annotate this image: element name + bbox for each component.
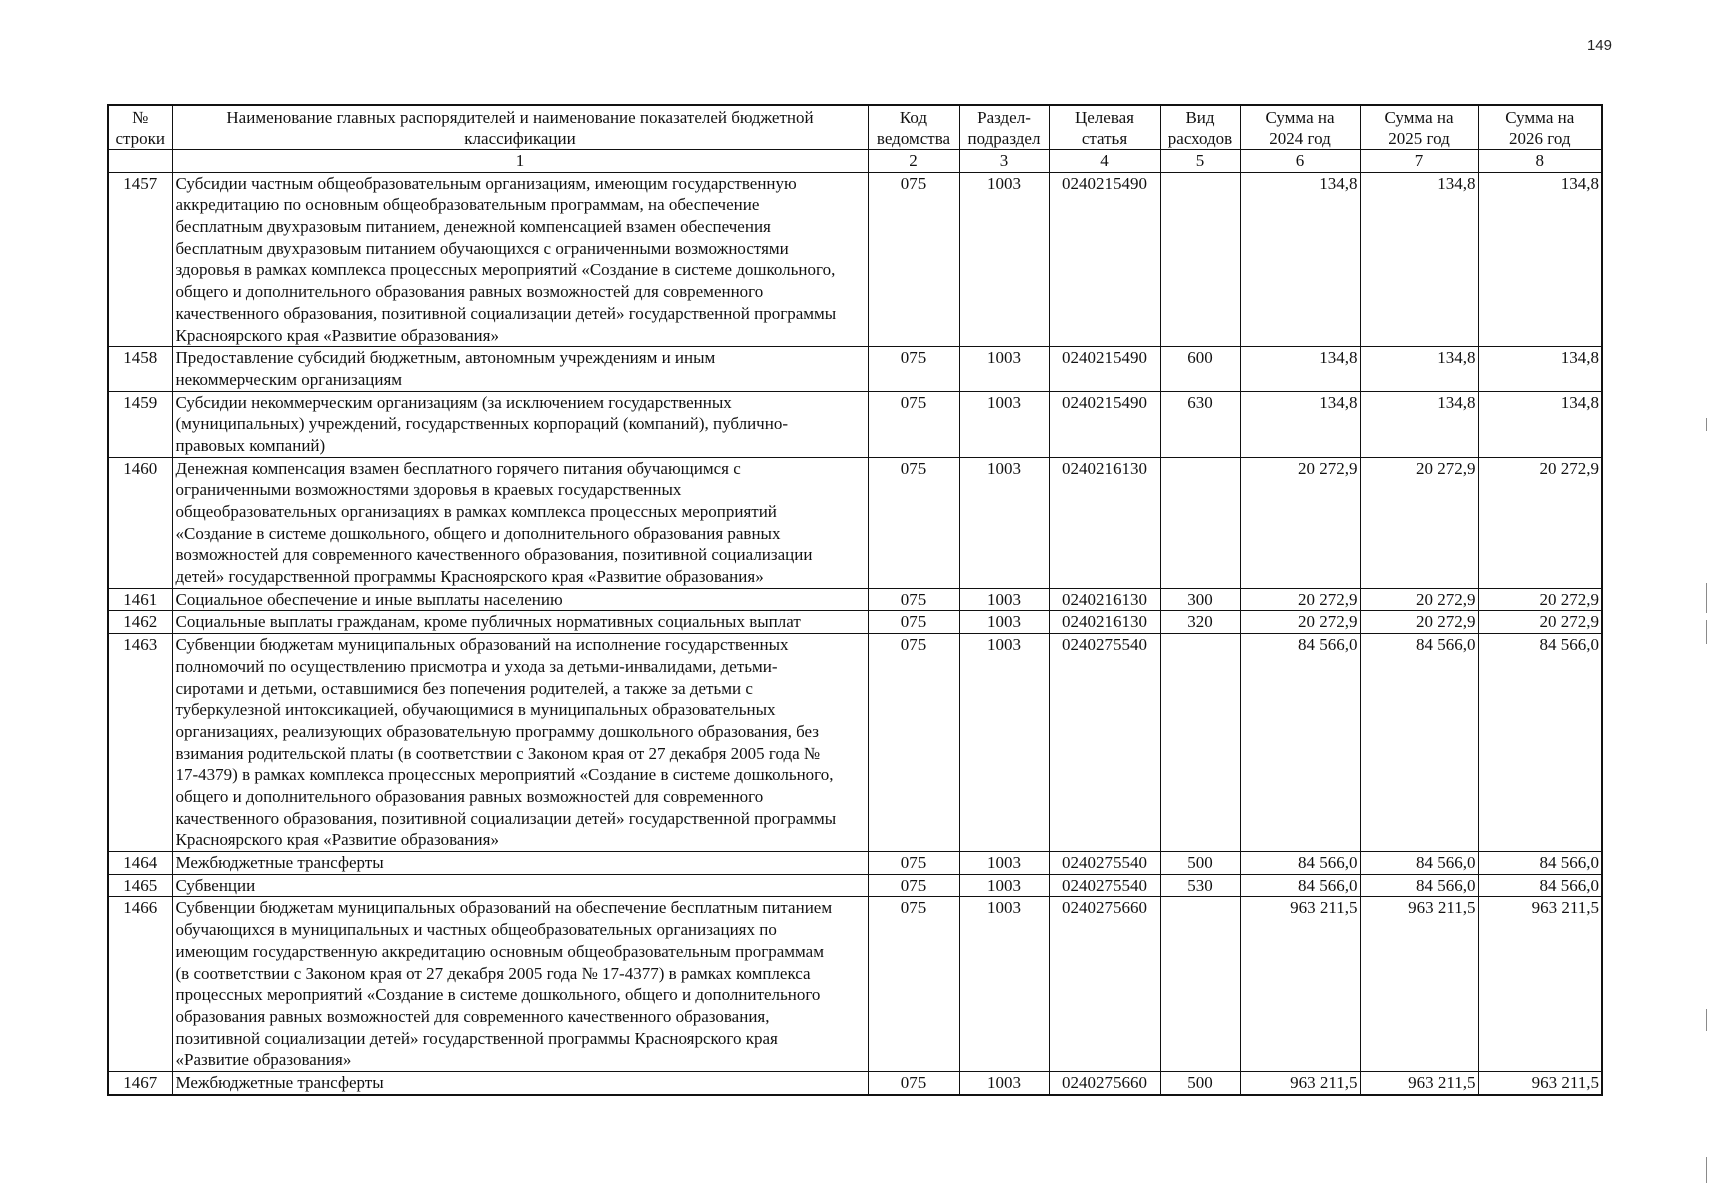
department-code-cell: 075	[868, 897, 959, 1072]
row-name-line: процессных мероприятий «Создание в системе дошкольного, общего и дополнительного	[175, 985, 821, 1005]
row-name-line: ограниченными возможностями здоровья в краевых государственных	[175, 480, 682, 500]
row-name-line: туберкулезной интоксикацией, обучающимися в муниципальных образовательных	[175, 700, 776, 720]
header-department-code-line: Код	[899, 108, 928, 127]
target-article-cell: 0240215490	[1049, 391, 1160, 457]
row-number-cell: 1462	[108, 611, 172, 634]
sum-2025-cell: 84 566,0	[1360, 852, 1478, 875]
sum-2024-cell: 84 566,0	[1240, 634, 1360, 852]
sum-2025-cell: 963 211,5	[1360, 897, 1478, 1072]
column-number-target-article: 4	[1049, 150, 1160, 173]
header-row-number-line: строки	[115, 129, 166, 148]
sum-2026-cell: 20 272,9	[1478, 457, 1602, 588]
column-number-sum-2024: 6	[1240, 150, 1360, 173]
table-row	[108, 611, 1602, 634]
header-sum-2024-line: 2024 год	[1269, 129, 1331, 148]
target-article-cell: 0240275540	[1049, 634, 1160, 852]
header-section-subsection	[959, 105, 1049, 150]
header-department-code-line: ведомства	[876, 129, 951, 148]
table-row	[108, 457, 1602, 588]
row-name-line: качественного образования, позитивной социализации детей» государственной программы	[175, 808, 837, 828]
row-number-cell: 1463	[108, 634, 172, 852]
sum-2024-cell: 20 272,9	[1240, 588, 1360, 611]
header-section-subsection-line: Раздел-	[977, 108, 1031, 127]
sum-2025-cell: 134,8	[1360, 347, 1478, 391]
section-subsection-cell: 1003	[959, 874, 1049, 897]
scan-mark	[1706, 583, 1707, 613]
row-name-cell	[172, 897, 868, 1072]
header-name-line: Наименование главных распорядителей и наименование показателей бюджетной	[226, 108, 814, 127]
sum-2024-cell: 20 272,9	[1240, 457, 1360, 588]
row-name-line: (муниципальных) учреждений, государственных корпораций (компаний), публично-	[175, 414, 788, 434]
sum-2025-cell: 84 566,0	[1360, 874, 1478, 897]
row-name-cell	[172, 1071, 868, 1094]
row-name-cell	[172, 874, 868, 897]
department-code-cell: 075	[868, 1071, 959, 1094]
sum-2026-cell: 134,8	[1478, 347, 1602, 391]
target-article-cell: 0240275660	[1049, 1071, 1160, 1094]
row-name-line: Субвенции	[175, 875, 256, 895]
page-number: 149	[1586, 37, 1612, 54]
table-row	[108, 347, 1602, 391]
header-row-number	[108, 105, 172, 150]
scan-mark	[1706, 620, 1707, 644]
sum-2024-cell: 134,8	[1240, 347, 1360, 391]
target-article-cell: 0240215490	[1049, 172, 1160, 347]
row-name-line: бесплатным двухразовым питанием обучающихся с ограниченными возможностями	[175, 238, 789, 258]
header-sum-2026	[1478, 105, 1602, 150]
expense-type-cell	[1160, 172, 1240, 347]
row-name-line: качественного образования, позитивной социализации детей» государственной программы	[175, 303, 837, 323]
expense-type-cell: 320	[1160, 611, 1240, 634]
row-name-line: Социальное обеспечение и иные выплаты населению	[175, 589, 563, 609]
table-row	[108, 1071, 1602, 1094]
row-number-cell: 1459	[108, 391, 172, 457]
sum-2026-cell: 134,8	[1478, 172, 1602, 347]
header-name	[172, 105, 868, 150]
sum-2024-cell: 84 566,0	[1240, 874, 1360, 897]
column-number-row-number	[108, 150, 172, 173]
row-number-cell: 1458	[108, 347, 172, 391]
header-sum-2026-line: Сумма на	[1505, 108, 1575, 127]
row-name-line: общего и дополнительного образования равных возможностей для современного	[175, 786, 764, 806]
row-name-line: Красноярского края «Развитие образования»	[175, 325, 499, 345]
header-sum-2026-line: 2026 год	[1509, 129, 1571, 148]
sum-2025-cell: 134,8	[1360, 391, 1478, 457]
row-name-line: Межбюджетные трансферты	[175, 1072, 384, 1092]
target-article-cell: 0240216130	[1049, 457, 1160, 588]
header-expense-type-line: Вид	[1185, 108, 1215, 127]
row-number-cell: 1465	[108, 874, 172, 897]
sum-2026-cell: 20 272,9	[1478, 588, 1602, 611]
row-name-line: обучающихся в муниципальных и частных общеобразовательных организациях по	[175, 920, 777, 940]
section-subsection-cell: 1003	[959, 611, 1049, 634]
row-name-line: Субсидии некоммерческим организациям (за исключением государственных	[175, 392, 732, 412]
expense-type-cell: 300	[1160, 588, 1240, 611]
column-number-expense-type: 5	[1160, 150, 1240, 173]
sum-2026-cell: 84 566,0	[1478, 852, 1602, 875]
table-body	[108, 172, 1602, 1094]
row-name-line: общеобразовательных организациях в рамках комплекса процессных мероприятий	[175, 502, 777, 522]
header-row	[108, 105, 1602, 150]
scan-mark	[1706, 1157, 1707, 1183]
header-expense-type-line: расходов	[1167, 129, 1233, 148]
department-code-cell: 075	[868, 874, 959, 897]
row-number-cell: 1467	[108, 1071, 172, 1094]
header-row-number-line: №	[132, 108, 149, 127]
header-name-line: классификации	[464, 129, 576, 148]
row-name-line: полномочий по осуществлению присмотра и ухода за детьми-инвалидами, детьми-	[175, 656, 778, 676]
sum-2025-cell: 963 211,5	[1360, 1071, 1478, 1094]
row-name-cell	[172, 634, 868, 852]
column-number-sum-2025: 7	[1360, 150, 1478, 173]
row-number-cell: 1466	[108, 897, 172, 1072]
column-number-row	[108, 150, 1602, 173]
sum-2024-cell: 20 272,9	[1240, 611, 1360, 634]
header-expense-type	[1160, 105, 1240, 150]
sum-2026-cell: 963 211,5	[1478, 897, 1602, 1072]
section-subsection-cell: 1003	[959, 172, 1049, 347]
row-name-line: позитивной социализации детей» государственной программы Красноярского края	[175, 1028, 778, 1048]
row-name-line: Субвенции бюджетам муниципальных образований на исполнение государственных	[175, 635, 789, 655]
section-subsection-cell: 1003	[959, 897, 1049, 1072]
table-row	[108, 391, 1602, 457]
section-subsection-cell: 1003	[959, 1071, 1049, 1094]
header-sum-2024-line: Сумма на	[1265, 108, 1335, 127]
expense-type-cell	[1160, 457, 1240, 588]
section-subsection-cell: 1003	[959, 852, 1049, 875]
department-code-cell: 075	[868, 588, 959, 611]
sum-2026-cell: 84 566,0	[1478, 874, 1602, 897]
row-name-line: Предоставление субсидий бюджетным, автономным учреждениям и иным	[175, 348, 716, 368]
sum-2024-cell: 963 211,5	[1240, 897, 1360, 1072]
row-name-line: Субсидии частным общеобразовательным организациям, имеющим государственную	[175, 173, 797, 193]
row-name-line: возможностей для современного качественного образования, позитивной социализации	[175, 545, 813, 565]
row-name-line: «Создание в системе дошкольного, общего и дополнительного образования равных	[175, 523, 781, 543]
row-number-cell: 1461	[108, 588, 172, 611]
header-target-article-line: Целевая	[1074, 108, 1135, 127]
section-subsection-cell: 1003	[959, 457, 1049, 588]
expense-type-cell: 600	[1160, 347, 1240, 391]
department-code-cell: 075	[868, 391, 959, 457]
sum-2025-cell: 84 566,0	[1360, 634, 1478, 852]
target-article-cell: 0240275540	[1049, 874, 1160, 897]
section-subsection-cell: 1003	[959, 391, 1049, 457]
table-row	[108, 897, 1602, 1072]
column-number-section-subsection: 3	[959, 150, 1049, 173]
row-name-cell	[172, 172, 868, 347]
row-name-line: сиротами и детьми, оставшимися без попечения родителей, а также за детьми с	[175, 678, 753, 698]
row-name-line: правовых компаний)	[175, 435, 326, 455]
row-number-cell: 1457	[108, 172, 172, 347]
sum-2025-cell: 20 272,9	[1360, 588, 1478, 611]
sum-2025-cell: 134,8	[1360, 172, 1478, 347]
budget-table	[107, 104, 1603, 1096]
row-name-line: Социальные выплаты гражданам, кроме публичных нормативных социальных выплат	[175, 612, 801, 632]
column-number-sum-2026: 8	[1478, 150, 1602, 173]
expense-type-cell: 500	[1160, 852, 1240, 875]
row-name-cell	[172, 457, 868, 588]
sum-2025-cell: 20 272,9	[1360, 457, 1478, 588]
column-number-department-code: 2	[868, 150, 959, 173]
row-name-line: Межбюджетные трансферты	[175, 853, 384, 873]
row-name-line: бесплатным двухразовым питанием, денежной компенсацией взамен обеспечения	[175, 217, 771, 237]
table-row	[108, 588, 1602, 611]
row-name-cell	[172, 588, 868, 611]
row-name-cell	[172, 852, 868, 875]
target-article-cell: 0240216130	[1049, 588, 1160, 611]
table-row	[108, 172, 1602, 347]
header-sum-2025	[1360, 105, 1478, 150]
header-target-article	[1049, 105, 1160, 150]
department-code-cell: 075	[868, 611, 959, 634]
section-subsection-cell: 1003	[959, 588, 1049, 611]
row-name-cell	[172, 611, 868, 634]
target-article-cell: 0240275660	[1049, 897, 1160, 1072]
header-sum-2024	[1240, 105, 1360, 150]
sum-2024-cell: 84 566,0	[1240, 852, 1360, 875]
sum-2026-cell: 20 272,9	[1478, 611, 1602, 634]
scan-mark	[1706, 1009, 1707, 1031]
row-name-line: взимания родительской платы (в соответствии с Законом края от 27 декабря 2005 года №	[175, 743, 821, 763]
department-code-cell: 075	[868, 634, 959, 852]
header-sum-2025-line: Сумма на	[1384, 108, 1454, 127]
row-name-cell	[172, 347, 868, 391]
sum-2024-cell: 134,8	[1240, 391, 1360, 457]
expense-type-cell: 500	[1160, 1071, 1240, 1094]
expense-type-cell	[1160, 897, 1240, 1072]
scan-mark	[1706, 418, 1707, 431]
row-name-line: некоммерческим организациям	[175, 369, 403, 389]
row-name-line: «Развитие образования»	[175, 1050, 352, 1070]
target-article-cell: 0240275540	[1049, 852, 1160, 875]
header-section-subsection-line: подраздел	[967, 129, 1041, 148]
column-number-name: 1	[172, 150, 868, 173]
target-article-cell: 0240215490	[1049, 347, 1160, 391]
header-sum-2025-line: 2025 год	[1388, 129, 1450, 148]
expense-type-cell	[1160, 634, 1240, 852]
expense-type-cell: 630	[1160, 391, 1240, 457]
row-name-line: здоровья в рамках комплекса процессных мероприятий «Создание в системе дошкольного,	[175, 260, 836, 280]
row-name-line: Денежная компенсация взамен бесплатного горячего питания обучающимся с	[175, 458, 741, 478]
expense-type-cell: 530	[1160, 874, 1240, 897]
department-code-cell: 075	[868, 172, 959, 347]
row-name-line: (в соответствии с Законом края от 27 декабря 2005 года № 17-4377) в рамках комплекса	[175, 963, 811, 983]
sum-2026-cell: 134,8	[1478, 391, 1602, 457]
row-name-line: аккредитацию по основным общеобразовательным программам, на обеспечение	[175, 195, 760, 215]
row-name-line: общего и дополнительного образования равных возможностей для современного	[175, 282, 764, 302]
target-article-cell: 0240216130	[1049, 611, 1160, 634]
row-name-line: детей» государственной программы Красноярского края «Развитие образования»	[175, 567, 764, 587]
sum-2026-cell: 84 566,0	[1478, 634, 1602, 852]
row-name-cell	[172, 391, 868, 457]
row-number-cell: 1464	[108, 852, 172, 875]
row-name-line: 17-4379) в рамках комплекса процессных мероприятий «Создание в системе дошкольного,	[175, 765, 834, 785]
section-subsection-cell: 1003	[959, 634, 1049, 852]
sum-2024-cell: 134,8	[1240, 172, 1360, 347]
row-name-line: Субвенции бюджетам муниципальных образований на обеспечение бесплатным питанием	[175, 898, 833, 918]
row-name-line: Красноярского края «Развитие образования»	[175, 830, 499, 850]
department-code-cell: 075	[868, 347, 959, 391]
sum-2024-cell: 963 211,5	[1240, 1071, 1360, 1094]
row-number-cell: 1460	[108, 457, 172, 588]
section-subsection-cell: 1003	[959, 347, 1049, 391]
table-header	[108, 105, 1602, 172]
row-name-line: имеющим государственную аккредитацию основным общеобразовательным программам	[175, 941, 824, 961]
department-code-cell: 075	[868, 457, 959, 588]
header-department-code	[868, 105, 959, 150]
sum-2026-cell: 963 211,5	[1478, 1071, 1602, 1094]
sum-2025-cell: 20 272,9	[1360, 611, 1478, 634]
header-target-article-line: статья	[1081, 129, 1128, 148]
table-row	[108, 874, 1602, 897]
row-name-line: образования равных возможностей для современного качественного образования,	[175, 1006, 770, 1026]
table-row	[108, 634, 1602, 852]
department-code-cell: 075	[868, 852, 959, 875]
table-row	[108, 852, 1602, 875]
row-name-line: организациях, реализующих образовательную программу дошкольного образования, без	[175, 721, 819, 741]
